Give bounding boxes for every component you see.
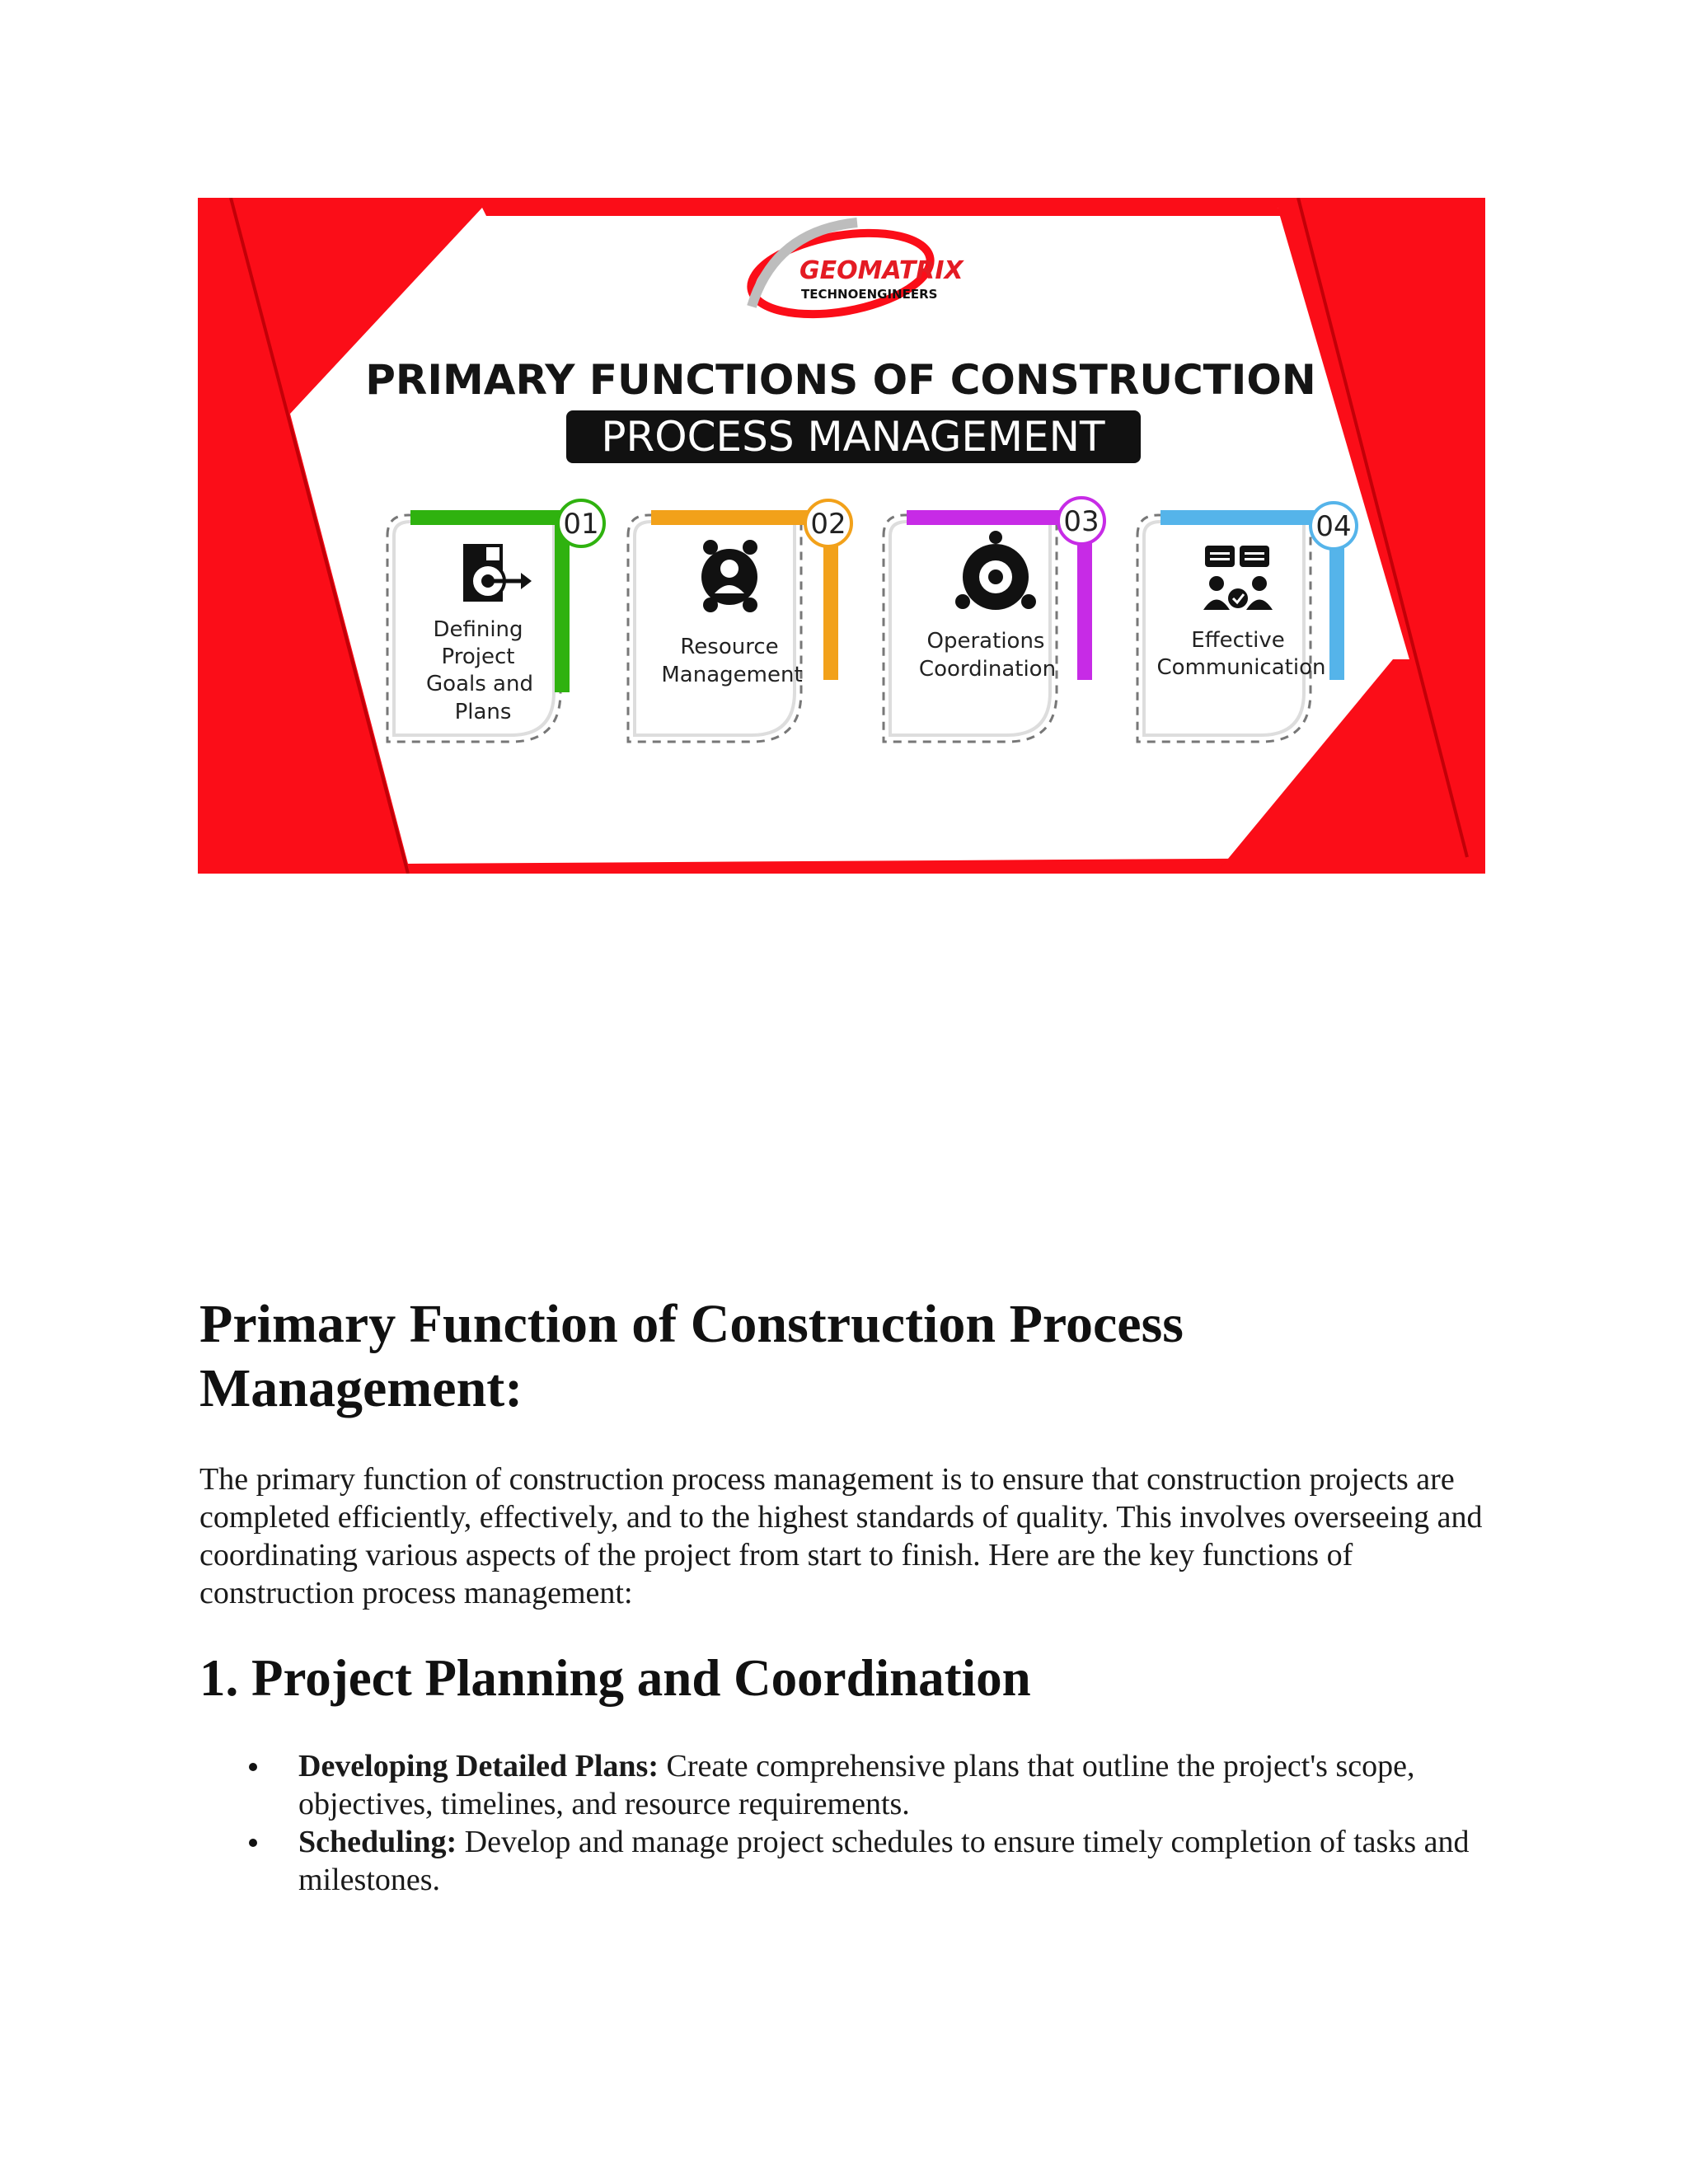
card-label-line: Plans [454,700,512,724]
section-heading: 1. Project Planning and Coordination [199,1649,1031,1707]
card-label-line: Effective [1191,628,1285,653]
list-item [199,1823,1485,1899]
card-number: 01 [563,508,599,541]
card-label-line: Coordination [918,657,1057,682]
bullet-text: Create comprehensive plans that outline the project's scope, objectives, timelines, and resource requirements. [298,1749,1415,1821]
bullet-term: Scheduling: [298,1825,457,1859]
card-label-line: Defining [433,617,523,642]
intro-paragraph: The primary function of construction process management is to ensure that construction projects are completed efficiently, effectively, and to the highest standards of quality. This involves overseeing and coordinating various aspects of the project from start to finish. Here are the key functions of construction process management: [199,1462,1483,1610]
bullet-term: Developing Detailed Plans: [298,1749,659,1783]
infographic-banner [198,198,1485,874]
bullet-icon [249,1839,257,1847]
card-label-line: Resource [680,635,779,659]
card-label-line: Management [661,663,803,687]
list-item [199,1747,1485,1823]
card-number: 02 [810,508,846,541]
bullet-text: Develop and manage project schedules to ensure timely completion of tasks and milestones. [298,1825,1470,1897]
logo-brand: GEOMATRIX [799,256,964,285]
resource-people-icon [701,540,757,612]
banner-subtitle: PROCESS MANAGEMENT [601,413,1105,461]
card-number: 04 [1315,510,1352,543]
card-label-line: Operations [926,629,1045,654]
banner-title: PRIMARY FUNCTIONS OF CONSTRUCTION [365,356,1316,404]
logo-subtext: TECHNOENGINEERS [801,287,938,302]
card-label-line: Project [441,644,515,669]
bullet-list [199,1747,1485,1899]
card-label-line: Goals and [426,672,533,696]
card-label-line: Communication [1156,655,1326,680]
page-heading: Primary Function of Construction Process Management: [199,1294,1184,1418]
card-number: 03 [1063,505,1100,538]
bullet-icon [249,1763,257,1771]
